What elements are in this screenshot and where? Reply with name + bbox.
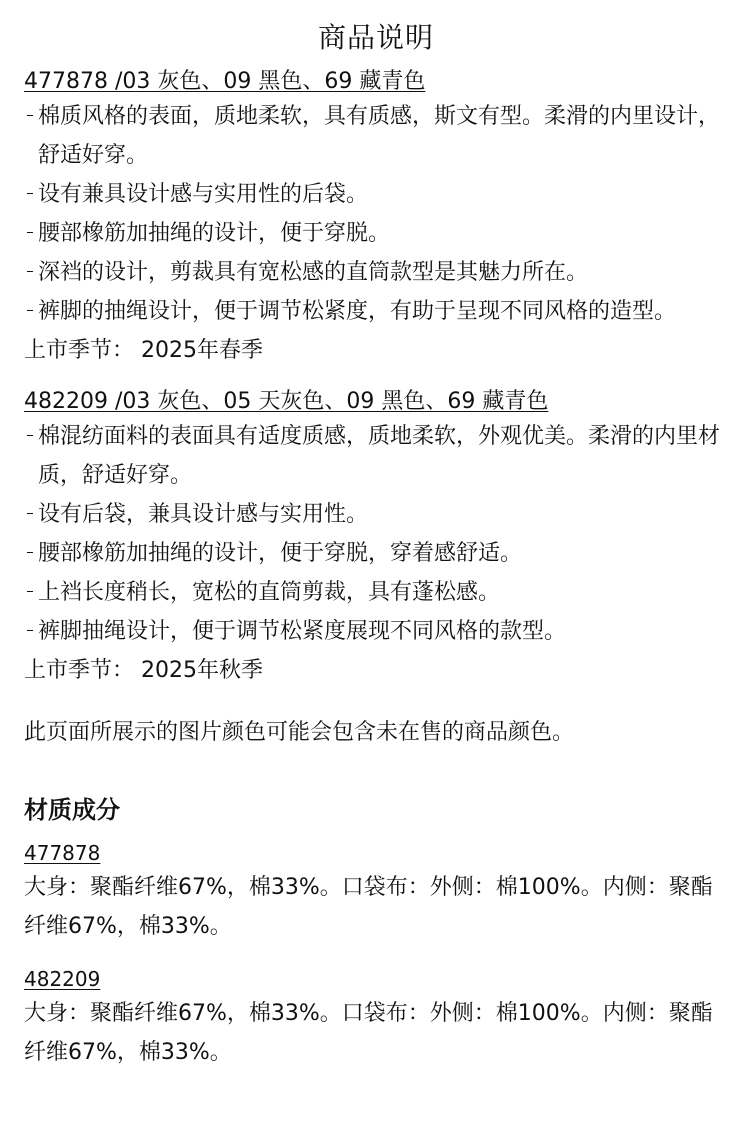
materials-heading: 材质成分 <box>24 796 120 824</box>
product-code: 477878 /03 灰色、09 黑色、69 藏青色 <box>24 69 426 94</box>
feature-item: 深裆的设计，剪裁具有宽松感的直筒款型是其魅力所在。 <box>24 253 728 292</box>
material-code: 477878 <box>24 841 101 865</box>
feature-item: 上裆长度稍长，宽松的直筒剪裁，具有蓬松感。 <box>24 573 728 612</box>
feature-list <box>24 417 728 651</box>
page-title: 商品说明 <box>317 21 434 54</box>
material-composition: 大身：聚酯纤维67%，棉33%。口袋布：外侧：棉100%。内侧：聚酯纤维67%，棉33%。 <box>24 1001 713 1065</box>
product-block-482209 <box>24 387 728 690</box>
feature-item: 棉混纺面料的表面具有适度质感，质地柔软，外观优美。柔滑的内里材质，舒适好穿。 <box>24 417 728 495</box>
material-block-482209 <box>24 964 728 1072</box>
feature-item: 腰部橡筋加抽绳的设计，便于穿脱。 <box>24 214 728 253</box>
feature-item: 设有兼具设计感与实用性的后袋。 <box>24 175 728 214</box>
feature-item: 腰部橡筋加抽绳的设计，便于穿脱，穿着感舒适。 <box>24 534 728 573</box>
product-code: 482209 /03 灰色、05 天灰色、09 黑色、69 藏青色 <box>24 389 549 414</box>
release-season: 上市季节： 2025年春季 <box>24 338 263 363</box>
color-notice: 此页面所展示的图片颜色可能会包含未在售的商品颜色。 <box>24 720 575 745</box>
feature-list <box>24 97 728 331</box>
release-season: 上市季节： 2025年秋季 <box>24 658 263 683</box>
feature-item: 设有后袋，兼具设计感与实用性。 <box>24 495 728 534</box>
material-block-477878 <box>24 838 728 946</box>
material-composition: 大身：聚酯纤维67%，棉33%。口袋布：外侧：棉100%。内侧：聚酯纤维67%，棉33%。 <box>24 875 713 939</box>
feature-item: 裤脚抽绳设计，便于调节松紧度展现不同风格的款型。 <box>24 612 728 651</box>
feature-item: 棉质风格的表面，质地柔软，具有质感，斯文有型。柔滑的内里设计，舒适好穿。 <box>24 97 728 175</box>
feature-item: 裤脚的抽绳设计，便于调节松紧度，有助于呈现不同风格的造型。 <box>24 292 728 331</box>
material-code: 482209 <box>24 967 101 991</box>
product-block-477878 <box>24 67 728 370</box>
